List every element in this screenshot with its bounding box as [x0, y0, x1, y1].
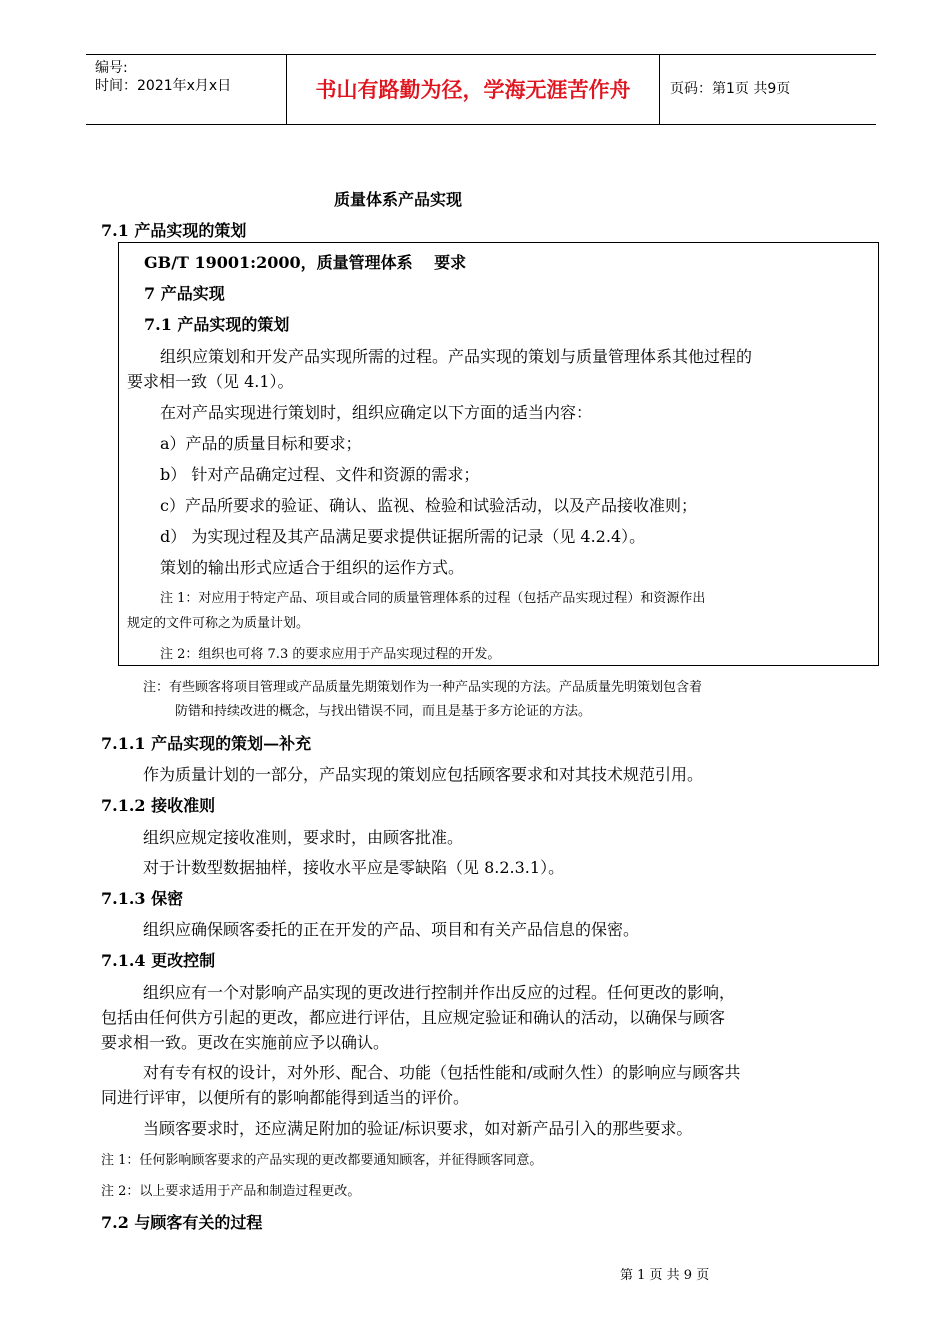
section-7-1-3-paragraph: 组织应确保顾客委托的正在开发的产品、项目和有关产品信息的保密。	[143, 920, 640, 939]
section-7-1-4-paragraph-1-line-1: 组织应有一个对影响产品实现的更改进行控制并作出反应的过程。任何更改的影响，	[143, 983, 736, 1002]
header-motto-cell	[286, 55, 660, 124]
page-info: 页码：第1页 共9页	[670, 81, 791, 97]
box-section-7-1: 7.1 产品实现的策划	[144, 315, 290, 334]
header-meta-cell	[86, 55, 286, 124]
section-7-1-3-heading: 7.1.3 保密	[101, 889, 184, 908]
section-7-1-heading: 7.1 产品实现的策划	[101, 221, 247, 240]
section-7-2-heading: 7.2 与顾客有关的过程	[101, 1213, 263, 1232]
section-7-1-4-paragraph-1-line-3: 要求相一致。更改在实施前应予以确认。	[101, 1033, 390, 1052]
section-7-1-4-paragraph-2-line-1: 对有专有权的设计，对外形、配合、功能（包括性能和/或耐久性）的影响应与顾客共	[143, 1063, 741, 1082]
time-label: 时间：2021年x月x日	[95, 78, 232, 94]
header-page-cell	[660, 55, 876, 124]
box-item-d: d） 为实现过程及其产品满足要求提供证据所需的记录（见 4.2.4）。	[160, 527, 646, 546]
document-title: 质量体系产品实现	[334, 190, 463, 209]
section-7-1-4-heading: 7.1.4 更改控制	[101, 951, 216, 970]
box-paragraph-1-line-1: 组织应策划和开发产品实现所需的过程。产品实现的策划与质量管理体系其他过程的	[160, 347, 753, 366]
box-paragraph-3: 策划的输出形式应适合于组织的运作方式。	[160, 558, 465, 577]
box-paragraph-1-line-2: 要求相一致（见 4.1）。	[127, 372, 294, 391]
section-7-1-1-paragraph: 作为质量计划的一部分，产品实现的策划应包括顾客要求和对其技术规范引用。	[143, 765, 704, 784]
section-7-1-4-note-1: 注 1：任何影响顾客要求的产品实现的更改都要通知顾客，并征得顾客同意。	[101, 1153, 543, 1168]
page-footer: 第 1 页 共 9 页	[620, 1268, 710, 1283]
note-after-box-line-1: 注：有些顾客将项目管理或产品质量先期策划作为一种产品实现的方法。产品质量先明策划包含着	[143, 680, 703, 695]
section-7-1-4-note-2: 注 2：以上要求适用于产品和制造过程更改。	[101, 1184, 361, 1199]
box-note-2: 注 2：组织也可将 7.3 的要求应用于产品实现过程的开发。	[160, 647, 501, 662]
box-section-7: 7 产品实现	[144, 284, 225, 303]
section-7-1-2-heading: 7.1.2 接收准则	[101, 796, 216, 815]
standard-title: GB/T 19001:2000，质量管理体系 要求	[144, 253, 467, 272]
box-item-a: a）产品的质量目标和要求；	[160, 434, 362, 453]
box-note-1-line-1: 注 1：对应用于特定产品、项目或合同的质量管理体系的过程（包括产品实现过程）和资源作出	[160, 591, 706, 606]
section-7-1-1-heading: 7.1.1 产品实现的策划—补充	[101, 734, 312, 753]
box-paragraph-2: 在对产品实现进行策划时，组织应确定以下方面的适当内容：	[160, 403, 593, 422]
box-item-b: b） 针对产品确定过程、文件和资源的需求；	[160, 465, 480, 484]
box-note-1-line-2: 规定的文件可称之为质量计划。	[127, 616, 310, 631]
section-7-1-2-paragraph-1: 组织应规定接收准则，要求时，由顾客批准。	[143, 828, 464, 847]
header-table	[86, 54, 876, 125]
number-label: 编号:	[95, 60, 128, 76]
box-item-c: c）产品所要求的验证、确认、监视、检验和试验活动，以及产品接收准则；	[160, 496, 697, 515]
section-7-1-4-paragraph-3: 当顾客要求时，还应满足附加的验证/标识要求，如对新产品引入的那些要求。	[143, 1119, 693, 1138]
section-7-1-2-paragraph-2: 对于计数型数据抽样，接收水平应是零缺陷（见 8.2.3.1）。	[143, 858, 565, 877]
section-7-1-4-paragraph-1-line-2: 包括由任何供方引起的更改，都应进行评估，且应规定验证和确认的活动，以确保与顾客	[101, 1008, 726, 1027]
note-after-box-line-2: 防错和持续改进的概念，与找出错误不同，而且是基于多方论证的方法。	[175, 704, 592, 719]
motto-text: 书山有路勤为径，学海无涯苦作舟	[315, 78, 631, 102]
section-7-1-4-paragraph-2-line-2: 同进行评审，以便所有的影响都能得到适当的评价。	[101, 1088, 470, 1107]
